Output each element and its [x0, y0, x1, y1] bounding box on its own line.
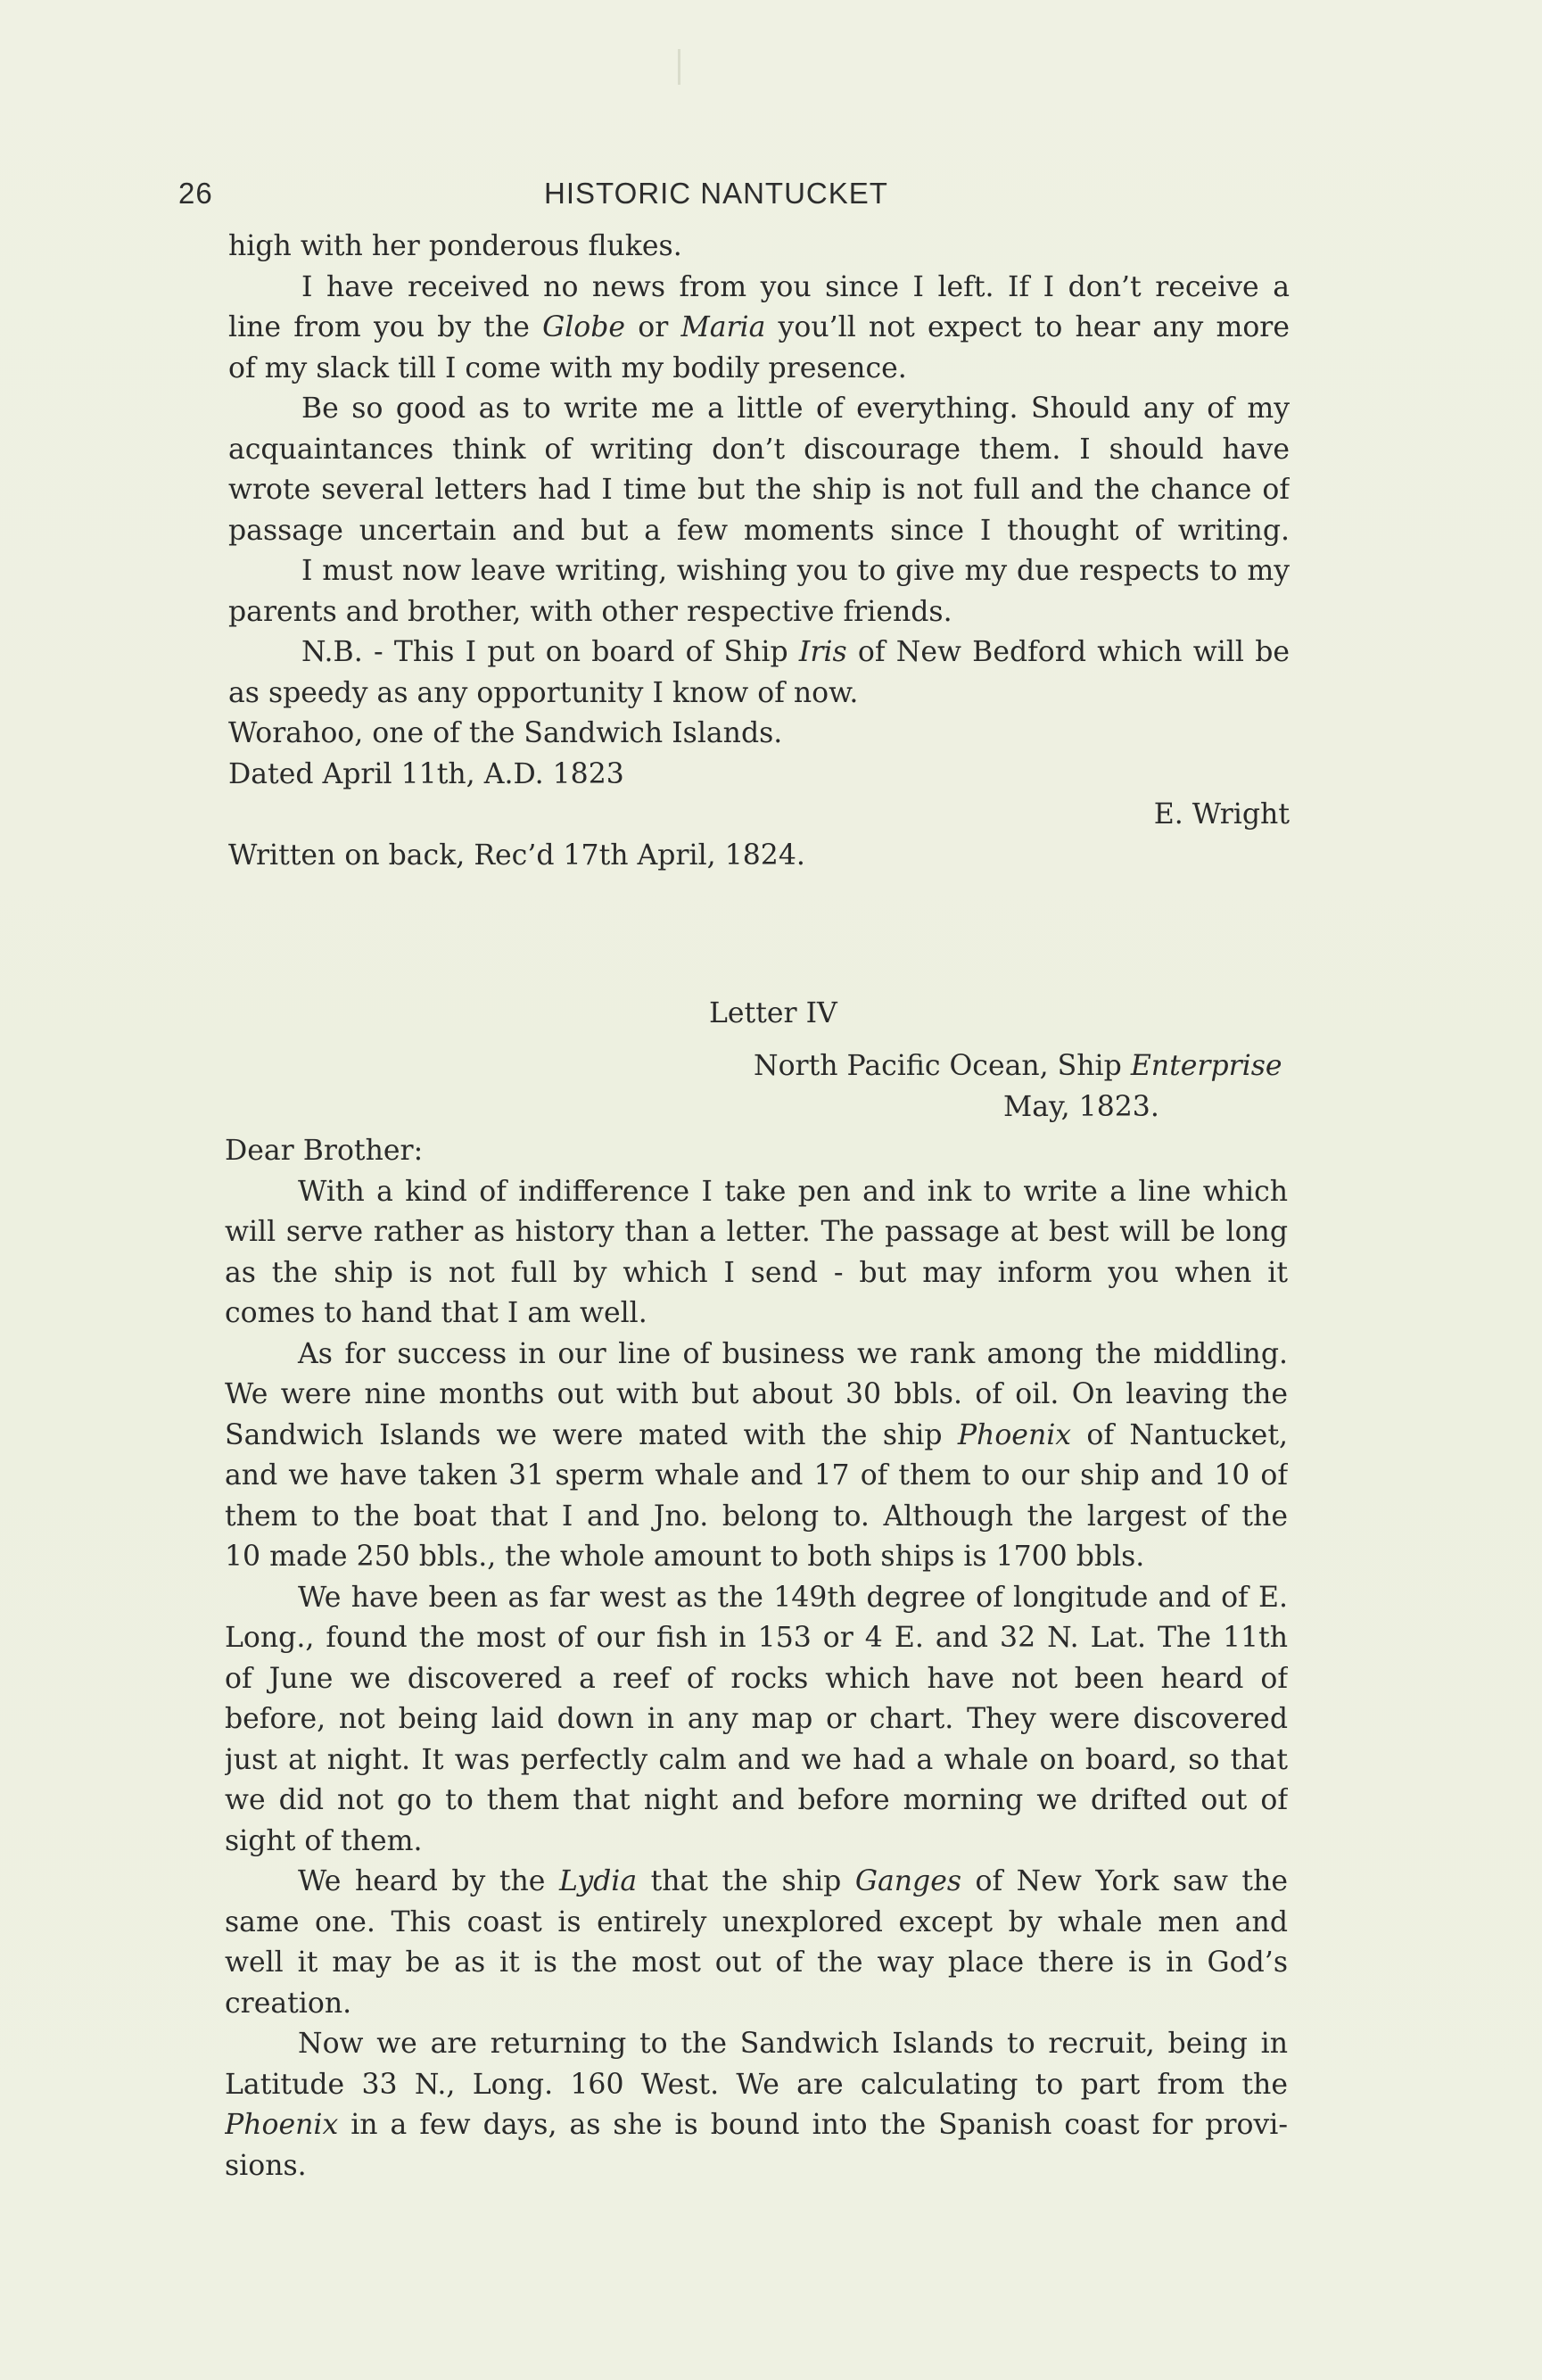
text-line: well it may be as it is the most out of the way place there is in God’s [225, 1946, 1288, 1979]
letter-heading: Letter IV [709, 997, 837, 1029]
text-span: of Nantucket, [1071, 1418, 1288, 1451]
text-line: just at night. It was perfectly calm and we had a whale on board, so that [225, 1743, 1288, 1776]
text-line: Latitude 33 N., Long. 160 West. We are calculating to part from the [225, 2068, 1288, 2101]
paper-mark [678, 49, 680, 85]
text-line: We were nine months out with but about 30 bbls. of oil. On leaving the [225, 1378, 1288, 1410]
text-line: We have been as far west as the 149th degree of longitude and of E. [298, 1581, 1288, 1614]
letter-place [754, 1050, 1282, 1082]
text-span: We heard by the [298, 1865, 559, 1897]
text-line: them to the boat that I and Jno. belong to. Although the largest of the [225, 1500, 1288, 1533]
text-span: N.B. - This I put on board of Ship [301, 636, 799, 668]
text-span: Sandwich Islands we were mated with the ship [225, 1418, 958, 1451]
text-line: comes to hand that I am well. [225, 1297, 647, 1329]
text-line: As for success in our line of business we rank among the middling. [298, 1337, 1288, 1370]
text-span: in a few days, as she is bound into the Spanish coast for provi- [338, 2109, 1288, 2141]
text-line: we did not go to them that night and before morning we drifted out of [225, 1784, 1288, 1816]
text-line: With a kind of indifference I take pen and ink to write a line which [298, 1175, 1288, 1208]
salutation: Dear Brother: [225, 1135, 424, 1167]
text-span: you’ll not expect to hear any more [765, 311, 1290, 343]
running-title: HISTORIC NANTUCKET [544, 177, 888, 210]
text-line: I have received no news from you since I left. If I don’t receive a [301, 270, 1290, 303]
text-span: line from you by the [228, 311, 543, 343]
text-line: Be so good as to write me a little of everything. Should any of my [301, 393, 1290, 425]
text-span: of New York saw the [961, 1865, 1288, 1897]
text-line: wrote several letters had I time but the ship is not full and the chance of [228, 474, 1290, 506]
running-head [178, 177, 1302, 212]
place-line: Worahoo, one of the Sandwich Islands. [228, 717, 783, 749]
text-line: Now we are returning to the Sandwich Islands to recruit, being in [298, 2028, 1288, 2060]
text-span: or [625, 311, 681, 343]
text-line: as the ship is not full by which I send - but may inform you when it [225, 1256, 1288, 1289]
text-span: that the ship [637, 1865, 855, 1897]
text-line: will serve rather as history than a letter. The passage at best will be long [225, 1216, 1288, 1248]
text-line: same one. This coast is entirely unexplored except by whale men and [225, 1905, 1288, 1938]
letter-three-text [228, 227, 1290, 876]
text-line: Long., found the most of our fish in 153 or 4 E. and 32 N. Lat. The 11th [225, 1622, 1288, 1654]
place-text: North Pacific Ocean, Ship [754, 1050, 1131, 1082]
ship-name: Ganges [854, 1865, 962, 1897]
text-line: as speedy as any opportunity I know of now. [228, 676, 859, 709]
page-number: 26 [178, 177, 213, 210]
text-line: 10 made 250 bbls., the whole amount to both ships is 1700 bbls. [225, 1541, 1145, 1573]
text-line: parents and brother, with other respective friends. [228, 595, 952, 628]
text-line [228, 632, 1290, 674]
ship-name: Enterprise [1130, 1050, 1282, 1082]
text-span: of New Bedford which will be [846, 636, 1290, 668]
date-line: Dated April 11th, A.D. 1823 [228, 757, 624, 790]
signature: E. Wright [1153, 798, 1290, 831]
text-line [225, 1862, 1288, 1903]
text-line [228, 308, 1290, 349]
ship-name: Phoenix [225, 2109, 339, 2141]
text-line [225, 2105, 1288, 2146]
text-line: high with her ponderous flukes. [228, 230, 682, 262]
text-line [225, 1416, 1288, 1457]
text-line: acquaintances think of writing don’t discourage them. I should have [228, 433, 1290, 466]
text-line: sight of them. [225, 1824, 423, 1857]
text-line: and we have taken 31 sperm whale and 17 of them to our ship and 10 of [225, 1459, 1288, 1492]
text-line: passage uncertain and but a few moments since I thought of writing. [228, 514, 1290, 547]
text-line: sions. [225, 2149, 307, 2182]
ship-name: Lydia [558, 1865, 638, 1897]
text-line: creation. [225, 1987, 352, 2020]
ship-name: Globe [542, 311, 626, 343]
ship-name: Maria [680, 311, 766, 343]
text-line: before, not being laid down in any map or chart. They were discovered [225, 1703, 1288, 1735]
ship-name: Iris [798, 636, 847, 668]
letter-four-text [225, 1131, 1288, 2186]
receipt-note: Written on back, Rec’d 17th April, 1824. [228, 839, 805, 872]
ship-name: Phoenix [957, 1418, 1072, 1451]
text-line: I must now leave writing, wishing you to give my due respects to my [301, 555, 1290, 587]
letter-date: May, 1823. [1003, 1091, 1159, 1123]
text-line: of June we discovered a reef of rocks which have not been heard of [225, 1662, 1288, 1695]
text-line: of my slack till I come with my bodily presence. [228, 351, 907, 384]
